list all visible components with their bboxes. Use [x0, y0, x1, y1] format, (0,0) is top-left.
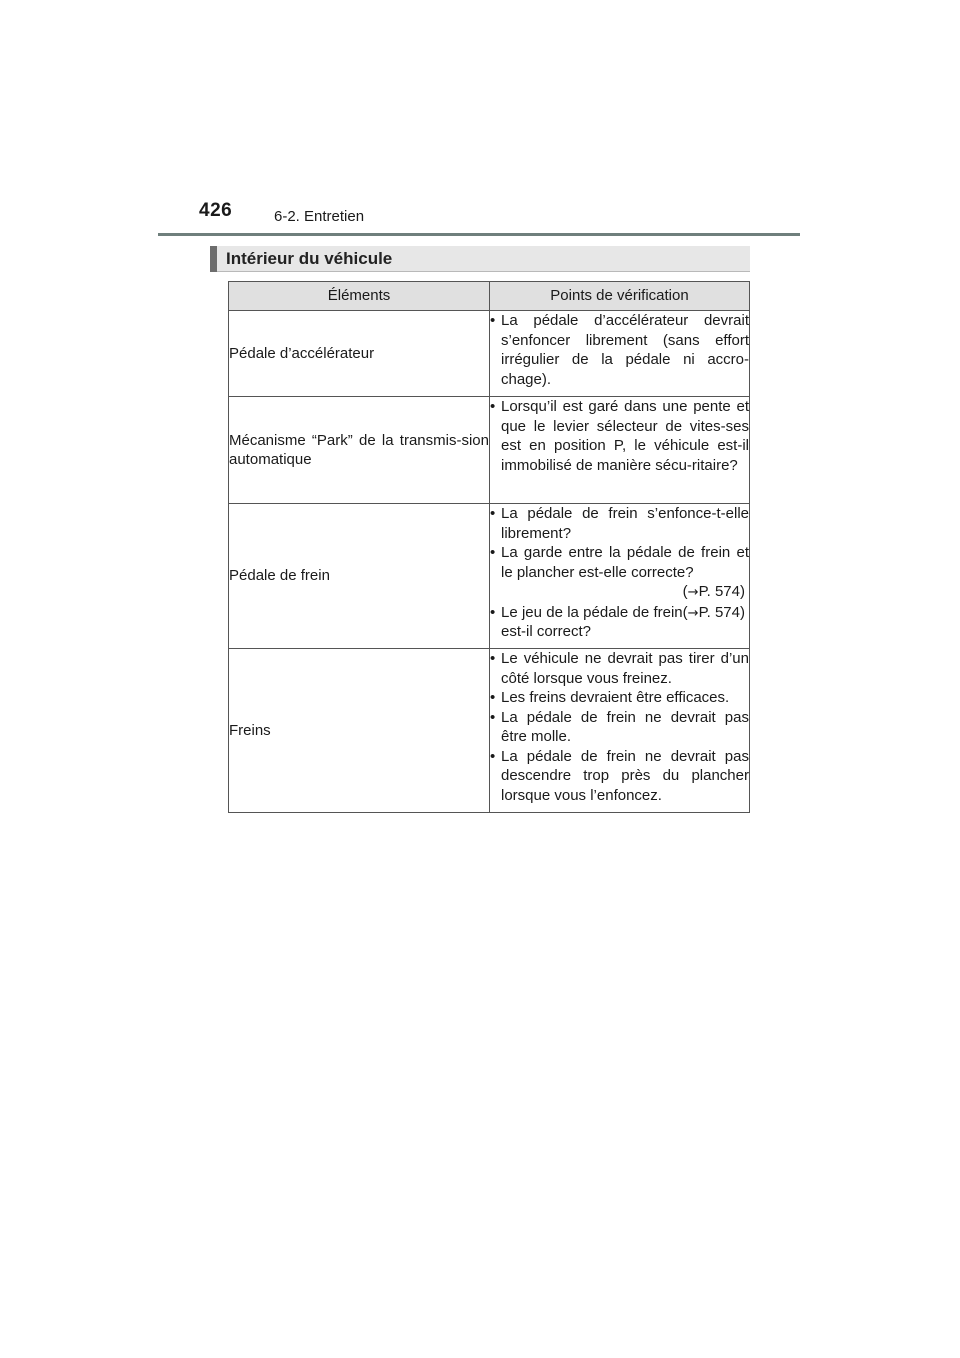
list-item: • La pédale de frein ne devrait pas être molle.	[490, 708, 749, 747]
list-item	[490, 504, 749, 543]
list-item-text: La garde entre la pédale de frein et le plancher est-elle correcte?	[501, 544, 749, 581]
table-row	[229, 397, 750, 504]
section-heading-marker	[210, 246, 217, 272]
list-item: • La pédale d’accélérateur devrait s’enfoncer librement (sans effort irrégulier de la pédale ni accro-chage).	[490, 311, 749, 389]
chapter-section-label: 6-2. Entretien	[274, 208, 365, 225]
check-points-list	[490, 311, 749, 389]
page-reference-text: P. 574	[698, 583, 740, 600]
header-rule	[158, 233, 800, 236]
section-heading	[210, 246, 750, 272]
page-reference: • (→P. 574)	[682, 603, 745, 621]
column-header-check-points: Points de vérification	[490, 282, 750, 311]
check-points-cell	[490, 649, 750, 813]
list-item-text: La pédale de frein s’enfonce-t-elle librement?	[501, 505, 749, 542]
check-points-list	[490, 397, 749, 475]
check-points-cell	[490, 397, 750, 504]
section-heading-text: Intérieur du véhicule	[226, 249, 393, 268]
arrow-right-icon: →	[687, 605, 699, 621]
list-item-text: Le jeu de la pédale de frein est-il correct?	[501, 603, 683, 640]
list-item	[490, 603, 749, 642]
arrow-right-icon: →	[687, 585, 699, 600]
table-row	[229, 649, 750, 813]
check-points-cell	[490, 311, 750, 397]
page-reference-text: P. 574	[698, 603, 740, 621]
list-item: • La pédale de frein ne devrait pas descendre trop près du plancher lorsque vous l’enfoncez.	[490, 747, 749, 806]
check-points-list	[490, 504, 749, 642]
item-cell: Mécanisme “Park” de la transmis-sion automatique	[229, 397, 490, 504]
list-item: • Le véhicule ne devrait pas tirer d’un côté lorsque vous freinez.	[490, 649, 749, 688]
page-number: 426	[199, 200, 233, 221]
column-header-elements: Éléments	[229, 282, 490, 311]
item-cell: Pédale de frein	[229, 504, 490, 649]
item-cell: Freins	[229, 649, 490, 813]
table-row	[229, 504, 750, 649]
list-item	[490, 543, 749, 603]
list-item: • Les freins devraient être efficaces.	[490, 688, 749, 708]
table-row	[229, 311, 750, 397]
inspection-table	[228, 281, 750, 813]
table-header-row	[229, 282, 750, 311]
check-points-cell	[490, 504, 750, 649]
check-points-list	[490, 649, 749, 805]
list-item: • Lorsqu’il est garé dans une pente et que le levier sélecteur de vites-ses est en position P, le véhicule est-il immobilisé de manière sécu-ritaire?	[490, 397, 749, 475]
item-cell: Pédale d’accélérateur	[229, 311, 490, 397]
page-reference: (→P. 574)	[682, 583, 745, 600]
